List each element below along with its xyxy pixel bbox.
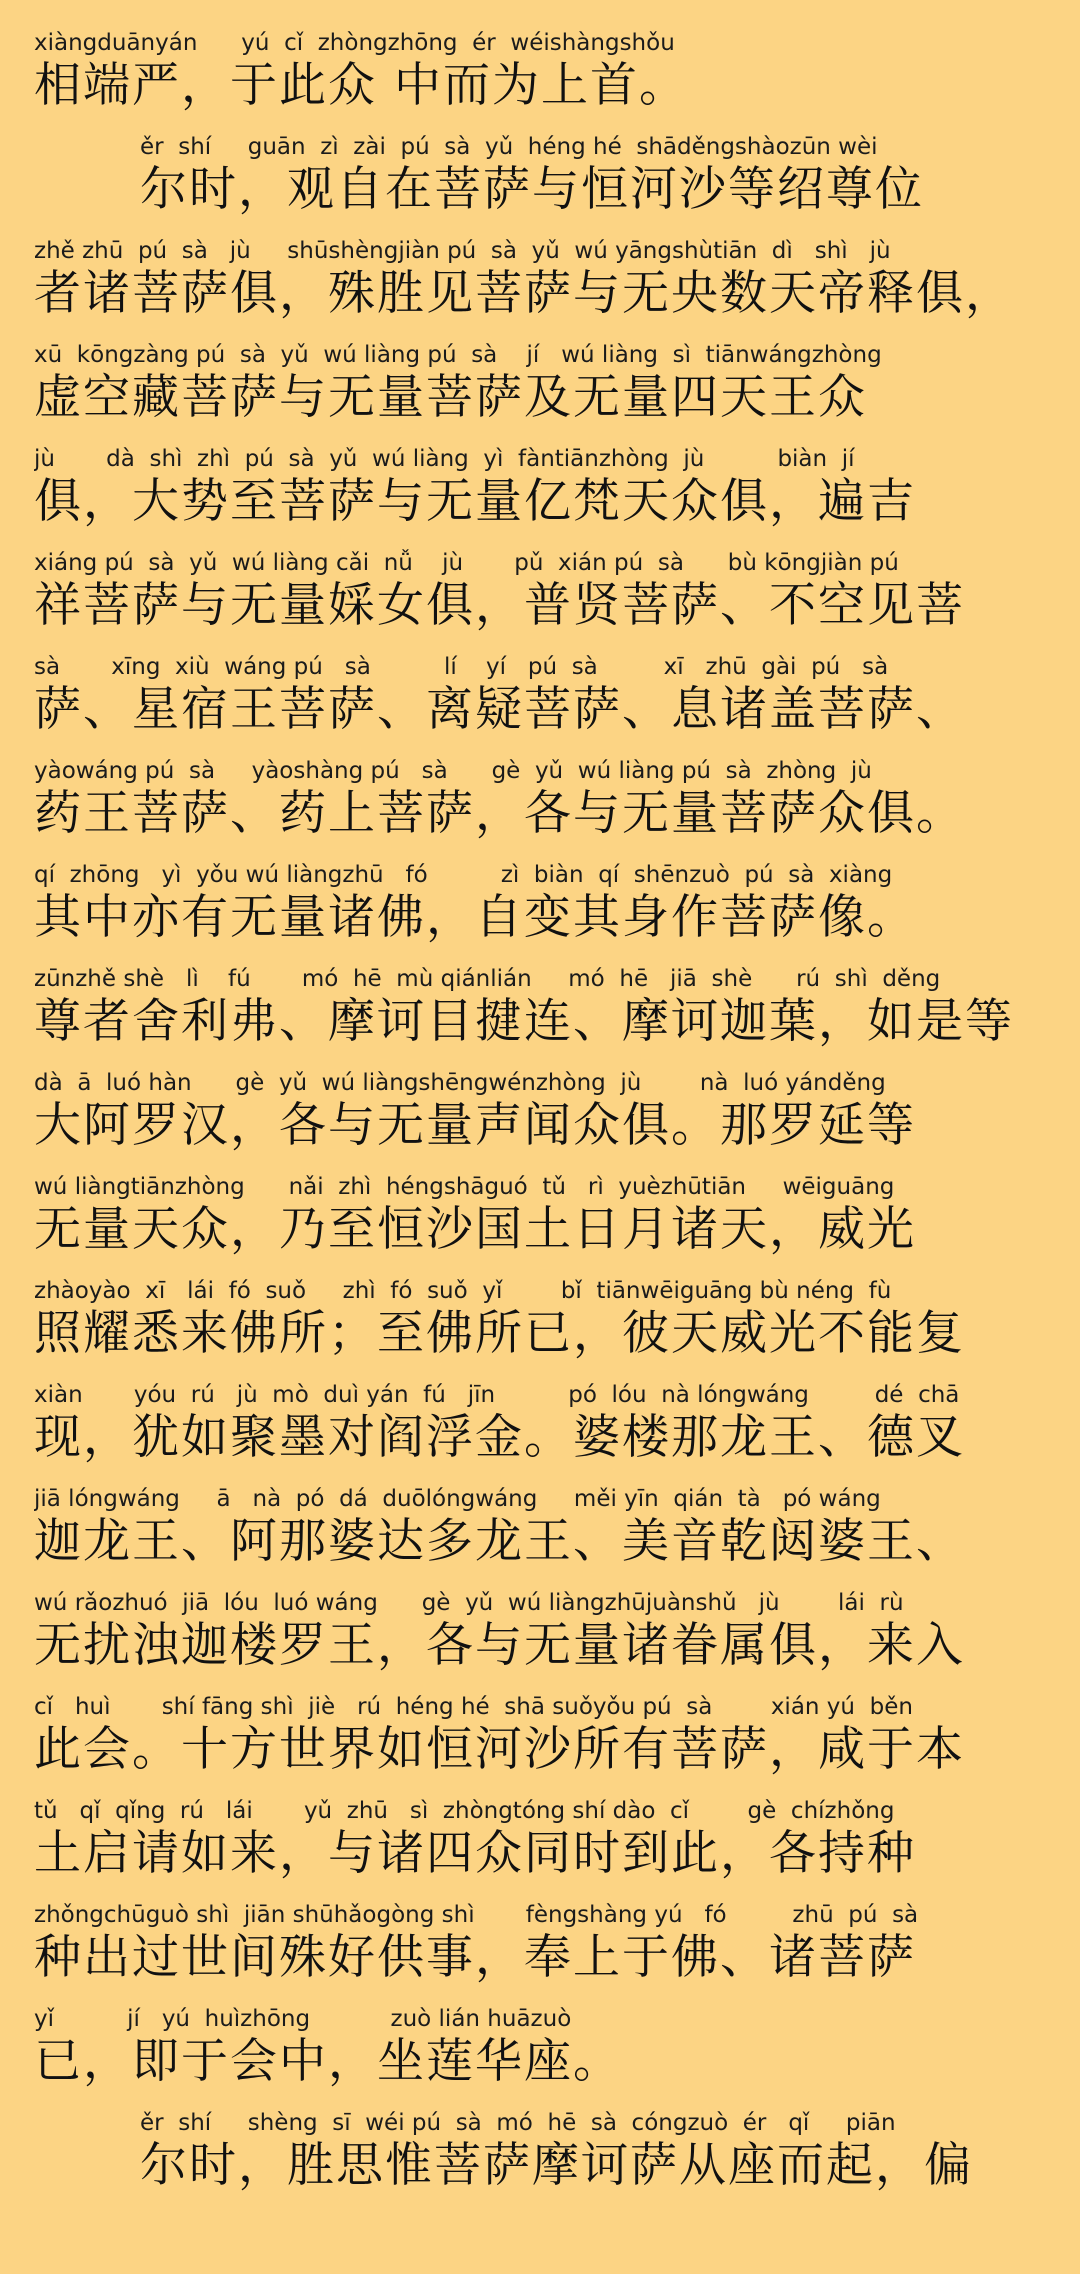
chinese-text: 俱，大势至菩萨与无量亿梵天众俱，遍吉 [34,474,916,529]
chinese-text: 种出过世间殊好供事，奉上于佛、诸菩萨 [34,1930,916,1985]
text-line [0,860,1080,964]
chinese-text: 土启请如来，与诸四众同时到此，各持种 [34,1826,916,1881]
pinyin-annotation: ěr shí shèng sī wéi pú sà mó hē sà cóngzuò ér qǐ piān [140,2110,896,2136]
pinyin-annotation: xiàngduānyán yú cǐ zhòngzhōng ér wéishàngshǒu [34,30,675,56]
text-line [0,2108,1080,2212]
chinese-text: 无扰浊迦楼罗王，各与无量诸眷属俱，来入 [34,1618,965,1673]
pinyin-annotation: xū kōngzàng pú sà yǔ wú liàng pú sà jí wú liàng sì tiānwángzhòng [34,342,882,368]
chinese-text: 已，即于会中，坐莲华座。 [34,2034,622,2089]
pinyin-annotation: jù dà shì zhì pú sà yǔ wú liàng yì fàntiānzhòng jù biàn jí [34,446,855,472]
text-line [0,548,1080,652]
pinyin-annotation: ěr shí guān zì zài pú sà yǔ héng hé shāděngshàozūn wèi [140,134,878,160]
text-line [0,652,1080,756]
chinese-text: 大阿罗汉，各与无量声闻众俱。那罗延等 [34,1098,916,1153]
pinyin-annotation: cǐ huì shí fāng shì jiè rú héng hé shā suǒyǒu pú sà xián yú běn [34,1694,913,1720]
text-line [0,964,1080,1068]
chinese-text: 迦龙王、阿那婆达多龙王、美音乾闼婆王、 [34,1514,965,1569]
chinese-text: 萨、星宿王菩萨、离疑菩萨、息诸盖菩萨、 [34,682,965,737]
text-line [0,1172,1080,1276]
text-line [0,340,1080,444]
chinese-text: 虚空藏菩萨与无量菩萨及无量四天王众 [34,370,867,425]
chinese-text: 此会。十方世界如恒河沙所有菩萨，咸于本 [34,1722,965,1777]
pinyin-annotation: zhě zhū pú sà jù shūshèngjiàn pú sà yǔ wú yāngshùtiān dì shì jù [34,238,891,264]
pinyin-annotation: sà xīng xiù wáng pú sà lí yí pú sà xī zhū gài pú sà [34,654,889,680]
text-line [0,444,1080,548]
chinese-text: 无量天众，乃至恒沙国土日月诸天，威光 [34,1202,916,1257]
text-line [0,1900,1080,2004]
pinyin-annotation: wú liàngtiānzhòng nǎi zhì héngshāguó tǔ rì yuèzhūtiān wēiguāng [34,1174,895,1200]
chinese-text: 尔时，观自在菩萨与恒河沙等绍尊位 [140,162,924,217]
pinyin-annotation: qí zhōng yì yǒu wú liàngzhū fó zì biàn qí shēnzuò pú sà xiàng [34,862,893,888]
chinese-text: 祥菩萨与无量婇女俱，普贤菩萨、不空见菩 [34,578,965,633]
text-line [0,1380,1080,1484]
text-line [0,1484,1080,1588]
pinyin-annotation: yǐ jí yú huìzhōng zuò lián huāzuò [34,2006,572,2032]
chinese-text: 者诸菩萨俱，殊胜见菩萨与无央数天帝释俱， [34,266,1014,321]
pinyin-annotation: zūnzhě shè lì fú mó hē mù qiánlián mó hē jiā shè rú shì děng [34,966,941,992]
pinyin-annotation: dà ā luó hàn gè yǔ wú liàngshēngwénzhòng jù nà luó yánděng [34,1070,886,1096]
text-line [0,1796,1080,1900]
text-line [0,132,1080,236]
pinyin-annotation: jiā lóngwáng ā nà pó dá duōlóngwáng měi yīn qián tà pó wáng [34,1486,881,1512]
pinyin-annotation: xiàn yóu rú jù mò duì yán fú jīn pó lóu nà lóngwáng dé chā [34,1382,960,1408]
pinyin-annotation: yàowáng pú sà yàoshàng pú sà gè yǔ wú liàng pú sà zhòng jù [34,758,872,784]
chinese-text: 其中亦有无量诸佛，自变其身作菩萨像。 [34,890,916,945]
pinyin-annotation: zhǒngchūguò shì jiān shūhǎogòng shì fèngshàng yú fó zhū pú sà [34,1902,919,1928]
text-line [0,1276,1080,1380]
text-line [0,1588,1080,1692]
pinyin-annotation: zhàoyào xī lái fó suǒ zhì fó suǒ yǐ bǐ tiānwēiguāng bù néng fù [34,1278,892,1304]
text-line [0,2004,1080,2108]
chinese-text: 药王菩萨、药上菩萨，各与无量菩萨众俱。 [34,786,965,841]
chinese-text: 现，犹如聚墨对阎浮金。婆楼那龙王、德叉 [34,1410,965,1465]
pinyin-annotation: tǔ qǐ qǐng rú lái yǔ zhū sì zhòngtóng shí dào cǐ gè chízhǒng [34,1798,895,1824]
text-line [0,28,1080,132]
text-line [0,756,1080,860]
text-line [0,1068,1080,1172]
pinyin-annotation: xiáng pú sà yǔ wú liàng cǎi nǚ jù pǔ xián pú sà bù kōngjiàn pú [34,550,899,576]
chinese-text: 尔时，胜思惟菩萨摩诃萨从座而起，偏 [140,2138,973,2193]
text-line [0,236,1080,340]
text-line [0,1692,1080,1796]
chinese-text: 相端严，于此众 中而为上首。 [34,58,688,113]
pinyin-annotation: wú rǎozhuó jiā lóu luó wáng gè yǔ wú liàngzhūjuànshǔ jù lái rù [34,1590,904,1616]
chinese-text: 照耀悉来佛所；至佛所已，彼天威光不能复 [34,1306,965,1361]
chinese-text: 尊者舍利弗、摩诃目揵连、摩诃迦葉，如是等 [34,994,1014,1049]
